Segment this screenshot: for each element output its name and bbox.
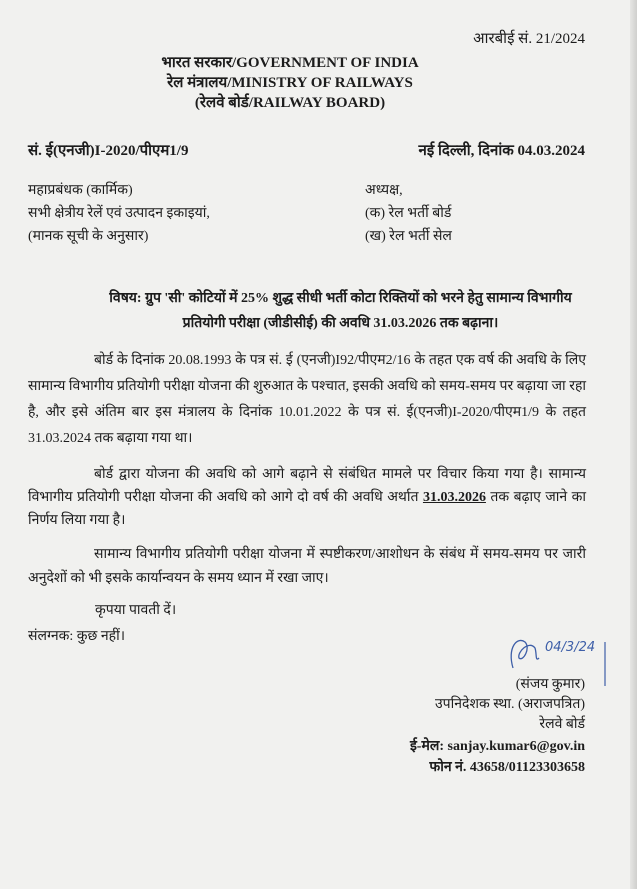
signatory-phone: फोन नं. 43658/01123303658	[429, 760, 585, 775]
page-edge-shadow	[630, 0, 637, 889]
paragraph-2	[28, 463, 586, 532]
paragraph-2-text: बोर्ड द्वारा योजना की अवधि को आगे बढ़ाने से संबंधित मामले पर विचार किया गया है। सामान्य विभागीय प्रतियोगी परीक्षा योजना की अवधि को आगे दो वर्ष की अवधि अर्थात	[28, 467, 586, 505]
paragraph-3-text: सामान्य विभागीय प्रतियोगी परीक्षा योजना में स्पष्टीकरण/आशोधन के संबंध में समय-समय पर जारी अनुदेशों को भी इसके कार्यान्वयन के समय ध्यान में रखा जाए।	[28, 547, 586, 586]
extended-date: 31.03.2026	[422, 490, 486, 505]
addressee-left-3: (मानक सूची के अनुसार)	[28, 229, 149, 244]
addressee-left-2: सभी क्षेत्रीय रेलें एवं उत्पादन इकाइयां,	[28, 206, 210, 221]
signatory-designation: उपनिदेशक स्था. (अराजपत्रित)	[434, 697, 585, 712]
subject-line: विषय: ग्रुप 'सी' कोटियों में 25% शुद्ध सीधी भर्ती कोटा रिक्तियों को भरने हेतु सामान्य विभागीय प्रतियोगी परीक्षा (जीडीसीई) की अवधि 31.03.2026 तक बढ़ाना।	[109, 291, 572, 331]
addressee-right-2: (क) रेल भर्ती बोर्ड	[365, 206, 452, 221]
signatory-email: ई-मेल: sanjay.kumar6@gov.in	[409, 739, 585, 754]
place-date: नई दिल्ली, दिनांक 04.03.2024	[418, 143, 585, 159]
acknowledge-request: कृपया पावती दें।	[95, 603, 177, 618]
letter-number: सं. ई(एनजी)I-2020/पीएम1/9	[28, 143, 189, 159]
enclosure-note: संलग्नक: कुछ नहीं।	[28, 629, 126, 644]
signatory-name: (संजय कुमार)	[515, 677, 585, 692]
addressee-left-1: महाप्रबंधक (कार्मिक)	[28, 183, 133, 198]
header-ministry: रेल मंत्रालय/MINISTRY OF RAILWAYS	[167, 75, 413, 91]
paragraph-3	[28, 543, 586, 591]
signature-date: 04/3/24	[545, 640, 596, 655]
addressee-right-3: (ख) रेल भर्ती सेल	[365, 229, 452, 244]
header-board: (रेलवे बोर्ड/RAILWAY BOARD)	[194, 95, 386, 111]
document-reference-number: आरबीई सं. 21/2024	[473, 31, 585, 47]
paragraph-1	[28, 348, 586, 452]
addressee-right-1: अध्यक्ष,	[365, 183, 403, 198]
header-government: भारत सरकार/GOVERNMENT OF INDIA	[161, 55, 419, 71]
paragraph-1-text: बोर्ड के दिनांक 20.08.1993 के पत्र सं. ई (एनजी)I92/पीएम2/16 के तहत एक वर्ष की अवधि के लिए सामान्य विभागीय प्रतियोगी परीक्षा योजना की शुरुआत के पश्चात, इसकी अवधि को समय-समय पर बढ़ाया जा रहा है, और इसे अंतिम बार इस मंत्रालय के दिनांक 10.01.2022 के पत्र सं. ई(एनजी)I-2020/पीएम1/9 के तहत 31.03.2024 तक बढ़ाया गया था।	[28, 353, 586, 446]
signatory-office: रेलवे बोर्ड	[539, 717, 585, 732]
paragraph-2-text-end: तक बढ़ाए जाने का निर्णय लिया गया है।	[28, 490, 586, 528]
